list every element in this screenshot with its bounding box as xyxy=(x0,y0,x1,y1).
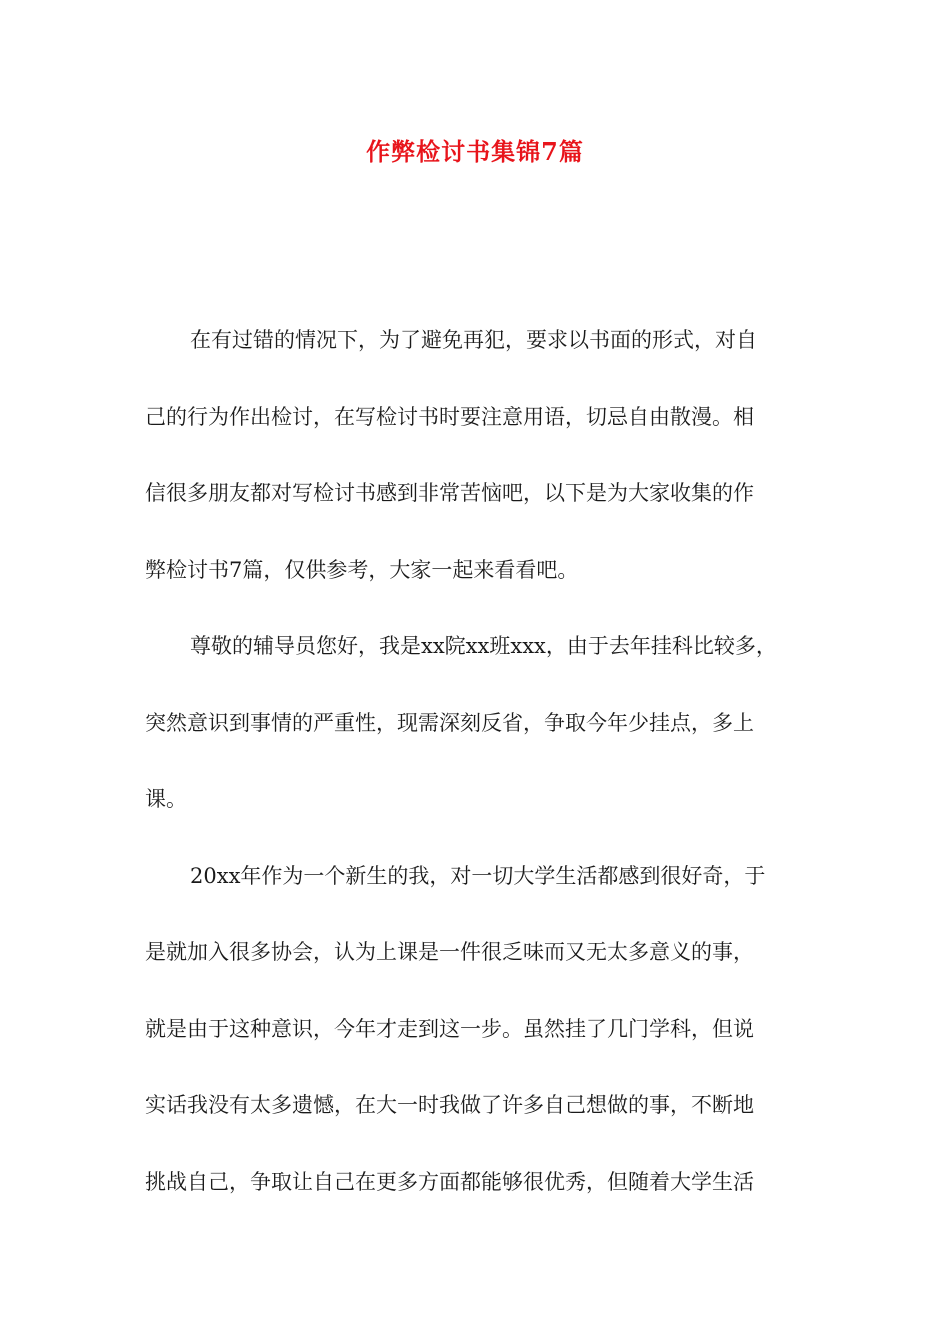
paragraph-3-line-1: 20xx年作为一个新生的我，对一切大学生活都感到很好奇，于 xyxy=(190,863,766,888)
paragraph-1-line-3: 信很多朋友都对写检讨书感到非常苦恼吧，以下是为大家收集的作 xyxy=(145,481,754,505)
paragraph-3-line-5: 挑战自己，争取让自己在更多方面都能够很优秀，但随着大学生活 xyxy=(145,1169,754,1194)
document-title: 作弊检讨书集锦7篇 xyxy=(366,137,584,166)
paragraph-3-line-2: 是就加入很多协会，认为上课是一件很乏味而又无太多意义的事， xyxy=(145,940,754,964)
paragraph-2-line-2: 突然意识到事情的严重性，现需深刻反省，争取今年少挂点，多上 xyxy=(145,710,754,735)
paragraph-3-line-3: 就是由于这种意识，今年才走到这一步。虽然挂了几门学科，但说 xyxy=(145,1016,754,1041)
paragraph-1-line-2: 己的行为作出检讨，在写检讨书时要注意用语，切忌自由散漫。相 xyxy=(145,404,754,429)
paragraph-1-line-4: 弊检讨书7篇，仅供参考，大家一起来看看吧。 xyxy=(145,557,579,582)
paragraph-2-line-3: 课。 xyxy=(145,787,187,811)
document-body xyxy=(145,316,810,1234)
paragraph-3-line-4: 实话我没有太多遗憾，在大一时我做了许多自己想做的事，不断地 xyxy=(145,1093,754,1117)
paragraph-1-line-1: 在有过错的情况下，为了避免再犯，要求以书面的形式，对自 xyxy=(190,328,757,352)
paragraph-2-line-1: 尊敬的辅导员您好，我是xx院xx班xxx，由于去年挂科比较多， xyxy=(190,634,777,658)
